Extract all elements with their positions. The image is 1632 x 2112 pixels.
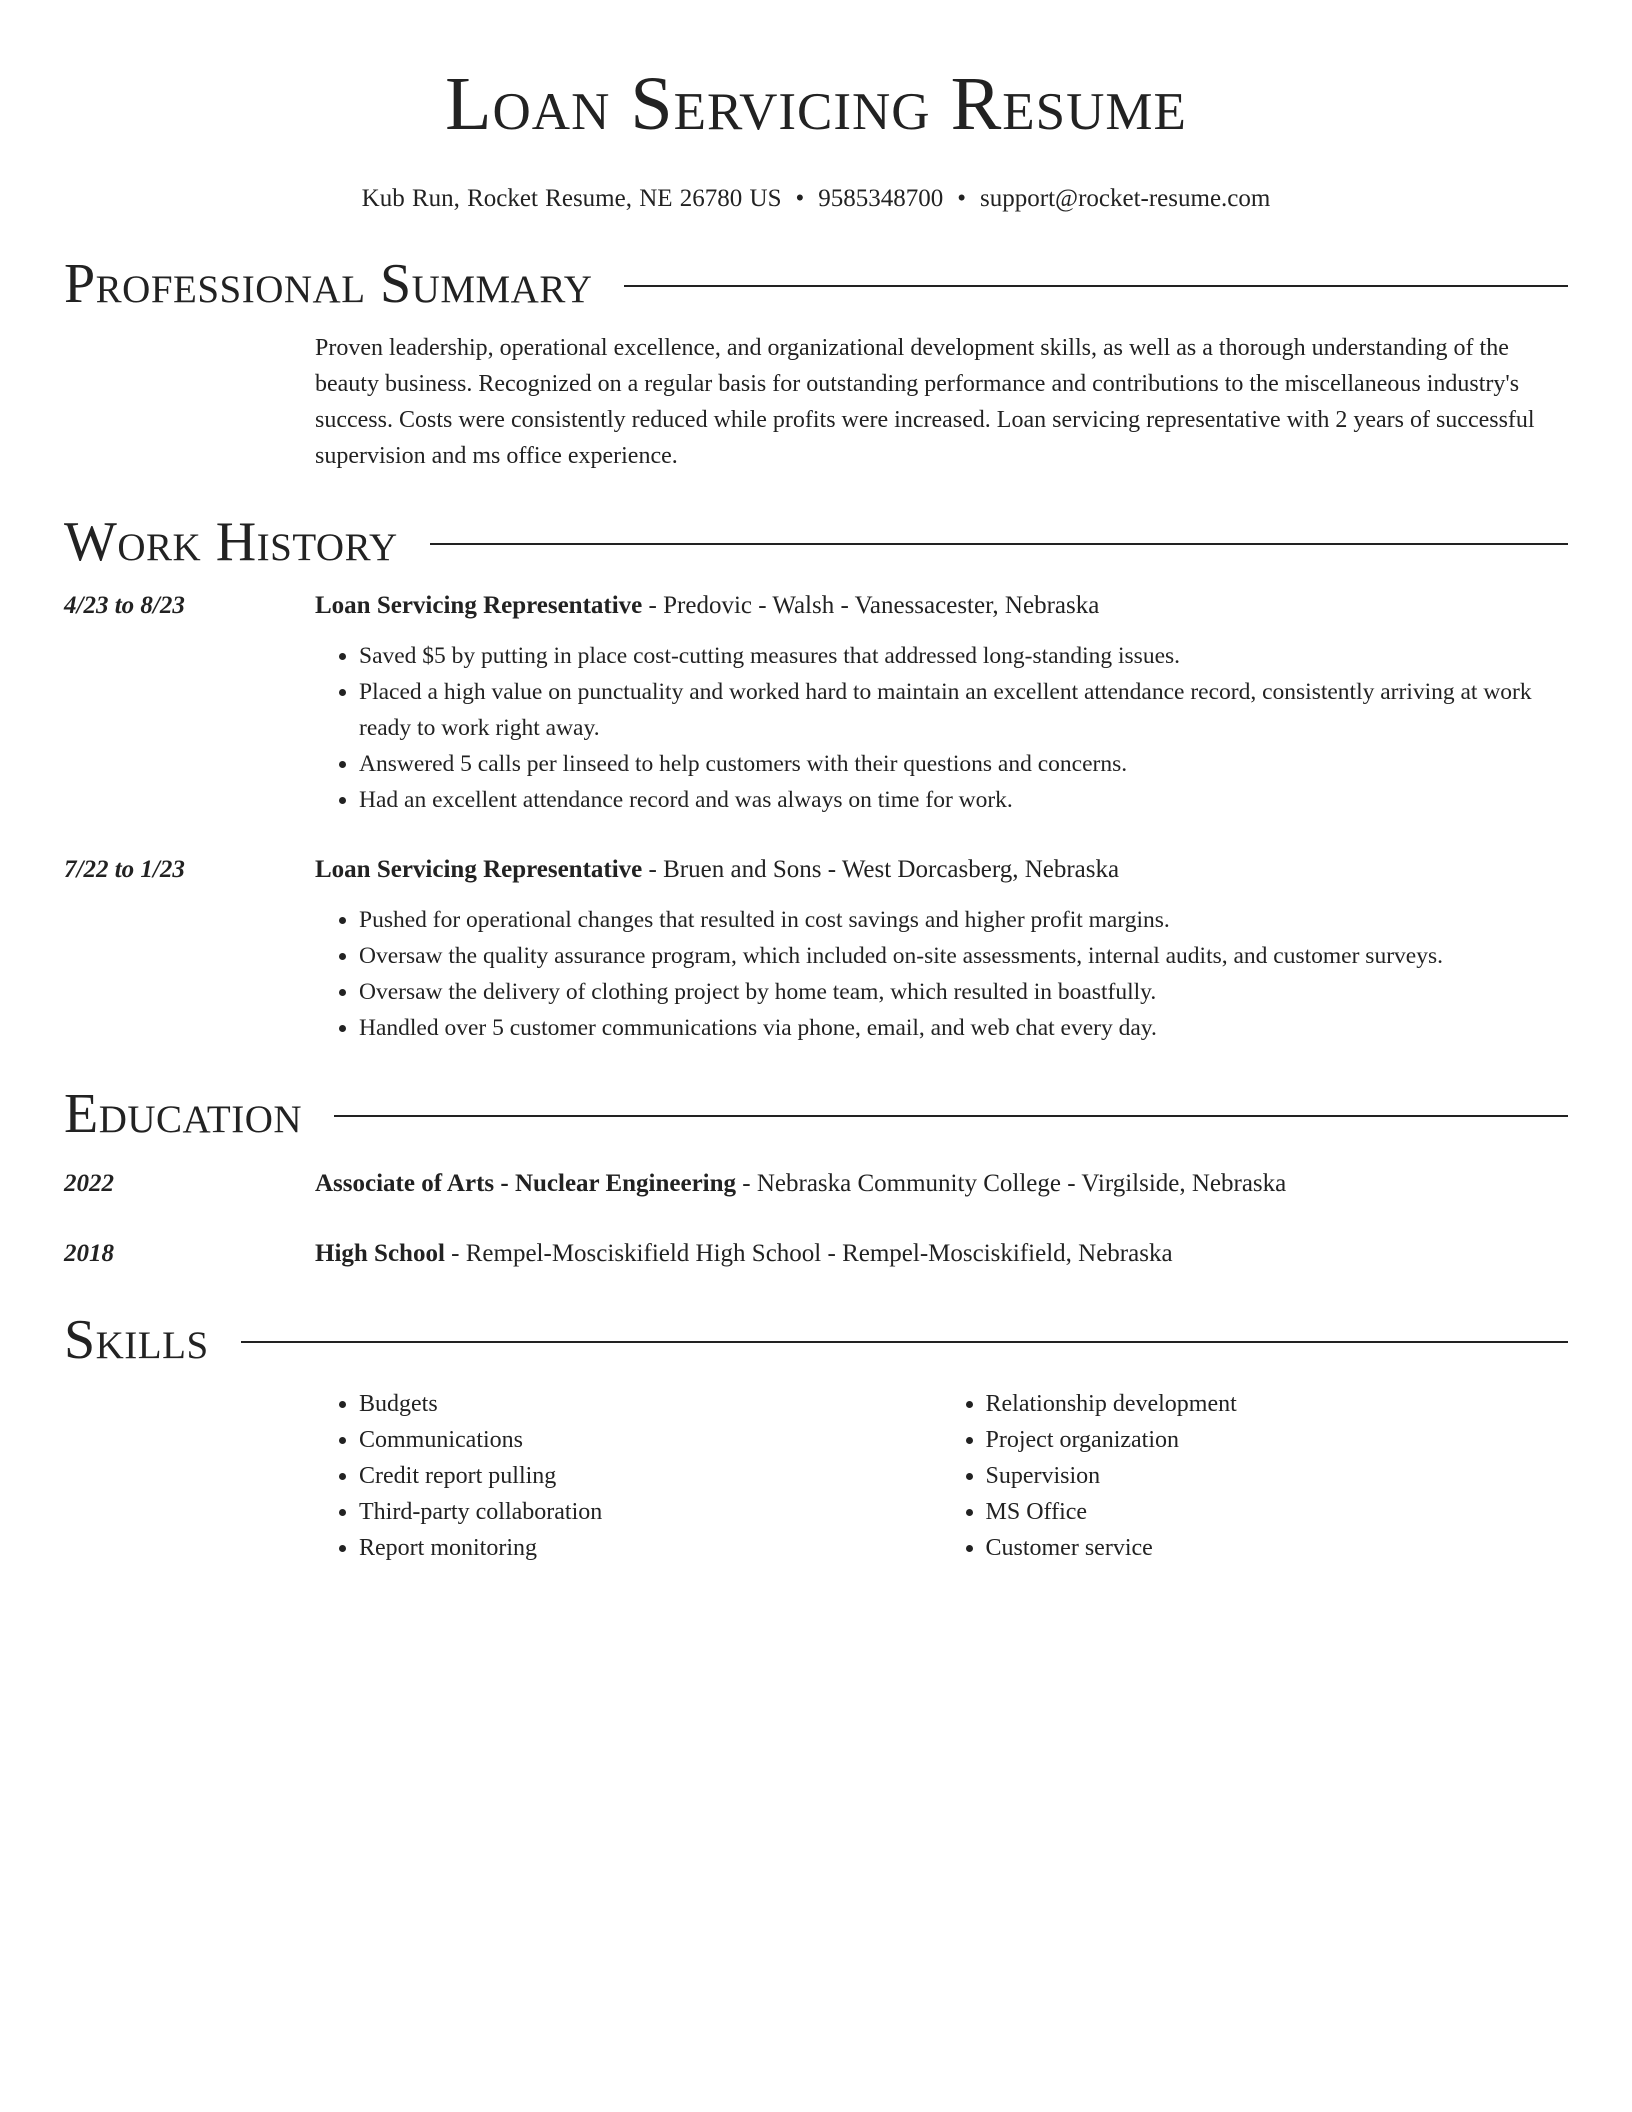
skills-column-right [942,1386,1569,1566]
skill-item: • Communications [359,1422,942,1458]
contact-phone: 9585348700 [818,185,944,212]
job-title: Loan Servicing Representative [315,592,643,619]
summary-section-header [64,252,1568,316]
education-details [315,1166,1568,1202]
list-item: • Oversaw the delivery of clothing project by home team, which resulted in boastfully. [359,974,1568,1010]
skill-item: • Customer service [986,1530,1569,1566]
work-heading: Work History [64,511,398,573]
education-year: 2022 [64,1170,114,1197]
contact-line [64,182,1568,216]
list-item: • Handled over 5 customer communications via phone, email, and web chat every day. [359,1010,1568,1046]
skill-item: • Report monitoring [359,1530,942,1566]
skill-item: • Relationship development [986,1386,1569,1422]
list-item: • Oversaw the quality assurance program, which included on-site assessments, internal audits, and customer surveys. [359,938,1568,974]
contact-separator: • [957,185,967,212]
job-dates: 4/23 to 8/23 [64,592,185,619]
section-divider [334,1115,1568,1117]
section-divider [624,285,1568,287]
resume-title: Loan Servicing Resume [445,62,1187,146]
skill-item: • MS Office [986,1494,1569,1530]
job-body [315,588,1568,818]
job-entry-2 [64,852,1568,1046]
job-employer: - Predovic - Walsh - Vanessacester, Nebraska [642,592,1100,619]
job-entry-1 [64,588,1568,818]
list-item: • Placed a high value on punctuality and worked hard to maintain an excellent attendance record, consistently arriving at work ready to work right away. [359,674,1568,746]
section-divider [430,543,1568,545]
education-entry-1 [64,1166,1568,1202]
education-heading: Education [64,1083,303,1145]
education-details [315,1236,1568,1272]
education-school: - Nebraska Community College - Virgilside, Nebraska [736,1170,1287,1197]
work-section-header [64,510,1568,574]
job-body [315,852,1568,1046]
education-degree: Associate of Arts - Nuclear Engineering [315,1170,737,1197]
job-header [315,852,1568,888]
summary-text: Proven leadership, operational excellence, and organizational development skills, as well as a thorough understanding of the beauty business. Recognized on a regular basis for outstanding performance and contributions to the miscellaneous industry's success. Costs were consistently reduced while profits were increased. Loan servicing representative with 2 years of successful supervision and ms office experience. [315,335,1535,469]
contact-email: support@rocket-resume.com [980,185,1271,212]
skills-column-left [315,1386,942,1566]
skill-item: • Budgets [359,1386,942,1422]
skills-section-header [64,1308,1568,1372]
education-school: - Rempel-Mosciskifield High School - Rempel-Mosciskifield, Nebraska [444,1240,1173,1267]
list-item: • Saved $5 by putting in place cost-cutting measures that addressed long-standing issues. [359,638,1568,674]
skill-item: • Project organization [986,1422,1569,1458]
job-title: Loan Servicing Representative [315,856,643,883]
summary-heading: Professional Summary [64,253,593,315]
job-bullets [315,902,1568,1046]
job-dates: 7/22 to 1/23 [64,856,185,883]
skill-item: • Third-party collaboration [359,1494,942,1530]
contact-address: Kub Run, Rocket Resume, NE 26780 US [361,185,782,212]
education-entry-2 [64,1236,1568,1272]
list-item: • Had an excellent attendance record and was always on time for work. [359,782,1568,818]
job-employer: - Bruen and Sons - West Dorcasberg, Nebraska [642,856,1120,883]
education-section-header [64,1082,1568,1146]
skills-heading: Skills [64,1309,209,1371]
list-item: • Answered 5 calls per linseed to help customers with their questions and concerns. [359,746,1568,782]
skill-item: • Supervision [986,1458,1569,1494]
section-divider [241,1341,1568,1343]
skills-list [315,1386,1568,1566]
job-header [315,588,1568,624]
skill-item: • Credit report pulling [359,1458,942,1494]
education-year: 2018 [64,1240,114,1267]
contact-separator: • [795,185,805,212]
list-item: • Pushed for operational changes that resulted in cost savings and higher profit margins. [359,902,1568,938]
job-bullets [315,638,1568,818]
education-degree: High School [315,1240,445,1267]
